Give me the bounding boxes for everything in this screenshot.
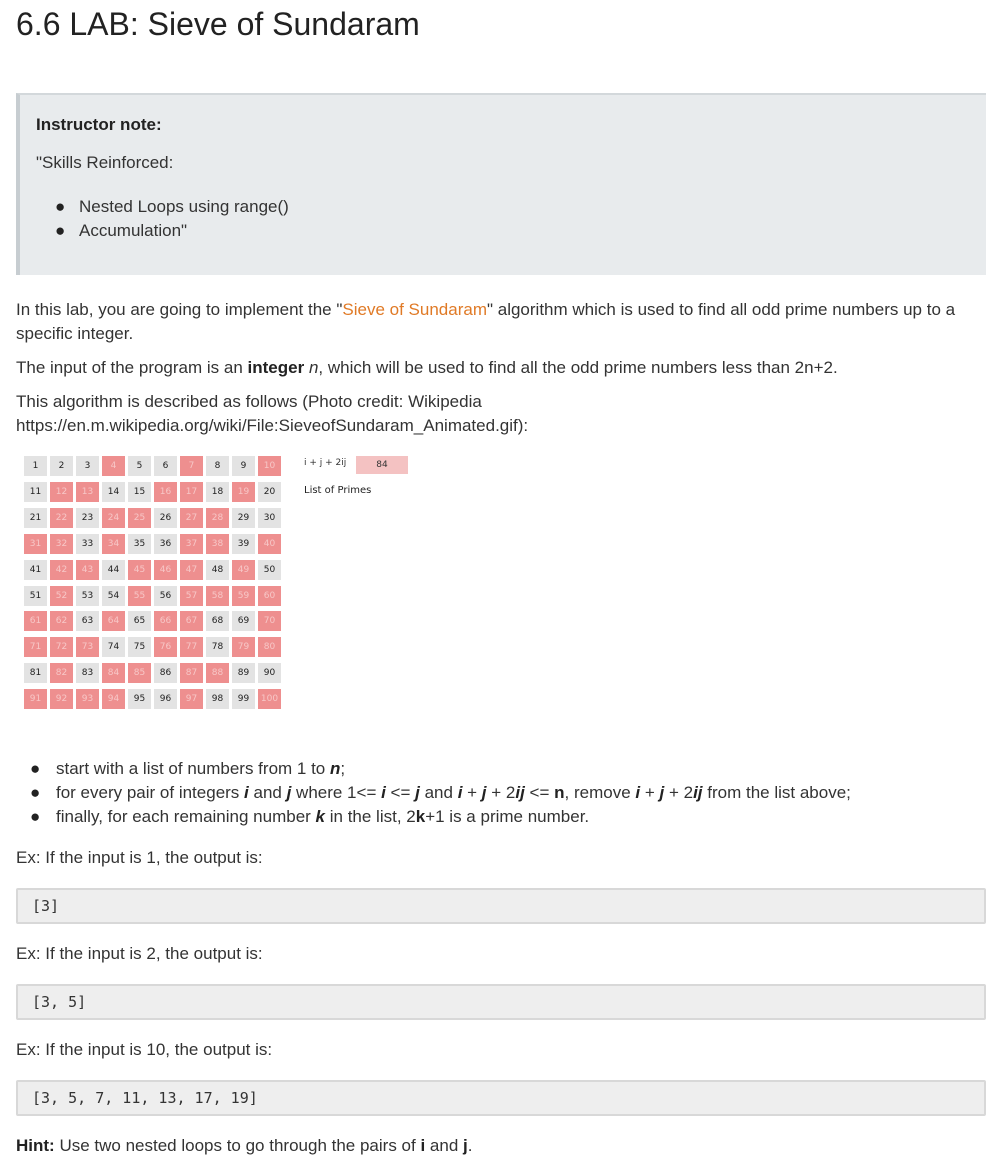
hint-text: and bbox=[425, 1136, 463, 1155]
list-item-text: Nested Loops using range() bbox=[79, 197, 289, 216]
step-text: and bbox=[419, 783, 458, 802]
step-var: k bbox=[415, 807, 426, 826]
sieve-cell: 51 bbox=[24, 586, 47, 606]
sieve-cell: 80 bbox=[258, 637, 281, 657]
sieve-cell: 84 bbox=[102, 663, 125, 683]
list-item bbox=[30, 781, 851, 805]
sieve-cell: 96 bbox=[154, 689, 177, 709]
step-var: k bbox=[315, 807, 326, 826]
sieve-cell: 32 bbox=[50, 534, 73, 554]
sieve-cell: 65 bbox=[128, 611, 151, 631]
step-text: where 1<= bbox=[291, 783, 382, 802]
sieve-cell: 11 bbox=[24, 482, 47, 502]
hint-text: Use two nested loops to go through the pairs of bbox=[54, 1136, 421, 1155]
sieve-cell: 40 bbox=[258, 534, 281, 554]
sieve-cell: 92 bbox=[50, 689, 73, 709]
bullet-icon: ● bbox=[55, 197, 66, 216]
step-var: j bbox=[286, 783, 292, 802]
bullet-icon: ● bbox=[30, 783, 41, 802]
sieve-cell: 34 bbox=[102, 534, 125, 554]
sieve-cell: 19 bbox=[232, 482, 255, 502]
step-var: j bbox=[659, 783, 665, 802]
sieve-cell: 55 bbox=[128, 586, 151, 606]
sieve-cell: 68 bbox=[206, 611, 229, 631]
sieve-cell: 52 bbox=[50, 586, 73, 606]
sieve-cell: 13 bbox=[76, 482, 99, 502]
intro-paragraph-1 bbox=[16, 298, 988, 346]
sieve-cell: 37 bbox=[180, 534, 203, 554]
sieve-cell: 15 bbox=[128, 482, 151, 502]
algorithm-steps bbox=[30, 757, 851, 829]
hint-var: j bbox=[463, 1136, 468, 1155]
sieve-cell: 78 bbox=[206, 637, 229, 657]
step-text: ; bbox=[340, 759, 346, 778]
sieve-cell: 57 bbox=[180, 586, 203, 606]
step-text: <= bbox=[385, 783, 416, 802]
sieve-cell: 53 bbox=[76, 586, 99, 606]
step-text: and bbox=[248, 783, 287, 802]
sieve-cell: 74 bbox=[102, 637, 125, 657]
sieve-cell: 21 bbox=[24, 508, 47, 528]
sieve-cell: 100 bbox=[258, 689, 281, 709]
sieve-cell: 93 bbox=[76, 689, 99, 709]
sieve-cell: 45 bbox=[128, 560, 151, 580]
sieve-cell: 63 bbox=[76, 611, 99, 631]
sieve-cell: 27 bbox=[180, 508, 203, 528]
formula-value: 84 bbox=[356, 456, 408, 474]
sieve-cell: 50 bbox=[258, 560, 281, 580]
intro-text: In this lab, you are going to implement the " bbox=[16, 300, 343, 319]
intro-italic: n bbox=[308, 358, 319, 377]
sieve-cell: 17 bbox=[180, 482, 203, 502]
sieve-cell: 22 bbox=[50, 508, 73, 528]
instructor-note-list bbox=[55, 195, 289, 243]
sieve-cell: 25 bbox=[128, 508, 151, 528]
step-var: i bbox=[244, 783, 249, 802]
sieve-cell: 86 bbox=[154, 663, 177, 683]
step-text: for every pair of integers bbox=[56, 783, 245, 802]
sieve-cell: 81 bbox=[24, 663, 47, 683]
sieve-cell: 39 bbox=[232, 534, 255, 554]
sieve-cell: 82 bbox=[50, 663, 73, 683]
sieve-cell: 54 bbox=[102, 586, 125, 606]
sieve-cell: 24 bbox=[102, 508, 125, 528]
sieve-cell: 6 bbox=[154, 456, 177, 476]
instructor-note bbox=[16, 93, 986, 275]
sieve-cell: 91 bbox=[24, 689, 47, 709]
step-text: + bbox=[640, 783, 660, 802]
sieve-cell: 89 bbox=[232, 663, 255, 683]
sieve-cell: 73 bbox=[76, 637, 99, 657]
step-text: +1 is a prime number. bbox=[425, 807, 590, 826]
sieve-cell: 38 bbox=[206, 534, 229, 554]
sieve-cell: 75 bbox=[128, 637, 151, 657]
example-label-2: Ex: If the input is 2, the output is: bbox=[16, 944, 263, 963]
intro-text: , which will be used to find all the odd prime numbers less than 2n+2. bbox=[318, 358, 838, 377]
formula-label: i + j + 2ij bbox=[304, 458, 347, 468]
sieve-cell: 14 bbox=[102, 482, 125, 502]
step-text: in the list, 2 bbox=[325, 807, 416, 826]
intro-text: " algorithm which is used to find all odd prime numbers up to a specific integer. bbox=[16, 300, 956, 343]
step-var: n bbox=[329, 759, 341, 778]
sieve-cell: 36 bbox=[154, 534, 177, 554]
sieve-cell: 90 bbox=[258, 663, 281, 683]
sieve-cell: 35 bbox=[128, 534, 151, 554]
step-text: , remove bbox=[564, 783, 636, 802]
intro-text: The input of the program is an bbox=[16, 358, 248, 377]
intro-bold: integer bbox=[247, 358, 305, 377]
sieve-cell: 42 bbox=[50, 560, 73, 580]
sieve-cell: 49 bbox=[232, 560, 255, 580]
sieve-cell: 31 bbox=[24, 534, 47, 554]
sieve-cell: 94 bbox=[102, 689, 125, 709]
sieve-cell: 1 bbox=[24, 456, 47, 476]
sieve-cell: 99 bbox=[232, 689, 255, 709]
list-item bbox=[30, 757, 851, 781]
sieve-cell: 5 bbox=[128, 456, 151, 476]
sieve-cell: 97 bbox=[180, 689, 203, 709]
sieve-cell: 43 bbox=[76, 560, 99, 580]
sieve-cell: 20 bbox=[258, 482, 281, 502]
sieve-cell: 33 bbox=[76, 534, 99, 554]
sieve-cell: 76 bbox=[154, 637, 177, 657]
example-label-1: Ex: If the input is 1, the output is: bbox=[16, 848, 263, 867]
step-text: + bbox=[462, 783, 482, 802]
list-item bbox=[55, 195, 289, 219]
instructor-note-text: "Skills Reinforced: bbox=[36, 153, 174, 172]
sieve-cell: 59 bbox=[232, 586, 255, 606]
sieve-cell: 29 bbox=[232, 508, 255, 528]
sieve-cell: 70 bbox=[258, 611, 281, 631]
step-var: j bbox=[415, 783, 420, 802]
sieve-cell: 28 bbox=[206, 508, 229, 528]
example-output-2: [3, 5] bbox=[16, 984, 986, 1020]
primes-list-label: List of Primes bbox=[304, 485, 372, 496]
sieve-cell: 44 bbox=[102, 560, 125, 580]
sieve-cell: 16 bbox=[154, 482, 177, 502]
sieve-cell: 66 bbox=[154, 611, 177, 631]
step-var: i bbox=[457, 783, 463, 802]
sieve-cell: 4 bbox=[102, 456, 125, 476]
intro-text: This algorithm is described as follows (Photo credit: Wikipedia bbox=[16, 392, 482, 411]
sieve-cell: 95 bbox=[128, 689, 151, 709]
example-output-3: [3, 5, 7, 11, 13, 17, 19] bbox=[16, 1080, 986, 1116]
hint-paragraph bbox=[16, 1134, 988, 1158]
sieve-cell: 62 bbox=[50, 611, 73, 631]
step-text: + 2 bbox=[664, 783, 694, 802]
page-title: 6.6 LAB: Sieve of Sundaram bbox=[16, 6, 420, 42]
intro-paragraph-3 bbox=[16, 390, 988, 438]
bullet-icon: ● bbox=[30, 807, 41, 826]
sieve-cell: 47 bbox=[180, 560, 203, 580]
sieve-cell: 41 bbox=[24, 560, 47, 580]
sieve-cell: 69 bbox=[232, 611, 255, 631]
sieve-cell: 7 bbox=[180, 456, 203, 476]
sieve-cell: 9 bbox=[232, 456, 255, 476]
sieve-cell: 64 bbox=[102, 611, 125, 631]
instructor-note-heading: Instructor note: bbox=[36, 115, 162, 134]
sieve-cell: 67 bbox=[180, 611, 203, 631]
step-var: i bbox=[381, 783, 386, 802]
sieve-cell: 87 bbox=[180, 663, 203, 683]
sieve-cell: 79 bbox=[232, 637, 255, 657]
sieve-cell: 88 bbox=[206, 663, 229, 683]
sieve-cell: 46 bbox=[154, 560, 177, 580]
hint-label: Hint: bbox=[16, 1136, 55, 1155]
step-var: ij bbox=[515, 783, 525, 802]
step-var: i bbox=[635, 783, 641, 802]
list-item bbox=[30, 805, 851, 829]
intro-paragraph-2 bbox=[16, 356, 988, 380]
list-item bbox=[55, 219, 289, 243]
sieve-cell: 2 bbox=[50, 456, 73, 476]
step-text: from the list above; bbox=[702, 783, 851, 802]
bullet-icon: ● bbox=[55, 221, 66, 240]
sieve-cell: 72 bbox=[50, 637, 73, 657]
step-text: + 2 bbox=[486, 783, 516, 802]
sieve-cell: 58 bbox=[206, 586, 229, 606]
sieve-cell: 85 bbox=[128, 663, 151, 683]
sieve-cell: 71 bbox=[24, 637, 47, 657]
step-text: start with a list of numbers from 1 to bbox=[56, 759, 330, 778]
sieve-cell: 98 bbox=[206, 689, 229, 709]
sieve-cell: 23 bbox=[76, 508, 99, 528]
sieve-cell: 8 bbox=[206, 456, 229, 476]
sieve-link[interactable]: Sieve of Sundaram bbox=[342, 300, 487, 319]
sieve-cell: 26 bbox=[154, 508, 177, 528]
sieve-cell: 77 bbox=[180, 637, 203, 657]
step-var: n bbox=[554, 783, 565, 802]
list-item-text: Accumulation" bbox=[79, 221, 188, 240]
sieve-cell: 30 bbox=[258, 508, 281, 528]
sieve-cell: 61 bbox=[24, 611, 47, 631]
step-var: j bbox=[481, 783, 487, 802]
example-output-1: [3] bbox=[16, 888, 986, 924]
hint-var: i bbox=[420, 1136, 426, 1155]
sieve-cell: 3 bbox=[76, 456, 99, 476]
sieve-cell: 18 bbox=[206, 482, 229, 502]
step-text: finally, for each remaining number bbox=[56, 807, 316, 826]
sieve-cell: 60 bbox=[258, 586, 281, 606]
sieve-cell: 48 bbox=[206, 560, 229, 580]
step-text: <= bbox=[524, 783, 555, 802]
sieve-cell: 83 bbox=[76, 663, 99, 683]
intro-text: https://en.m.wikipedia.org/wiki/File:SieveofSundaram_Animated.gif): bbox=[16, 416, 529, 435]
bullet-icon: ● bbox=[30, 759, 41, 778]
sieve-cell: 10 bbox=[258, 456, 281, 476]
sieve-cell: 12 bbox=[50, 482, 73, 502]
sieve-cell: 56 bbox=[154, 586, 177, 606]
example-label-3: Ex: If the input is 10, the output is: bbox=[16, 1040, 273, 1059]
step-var: ij bbox=[693, 783, 703, 802]
hint-text: . bbox=[467, 1136, 473, 1155]
